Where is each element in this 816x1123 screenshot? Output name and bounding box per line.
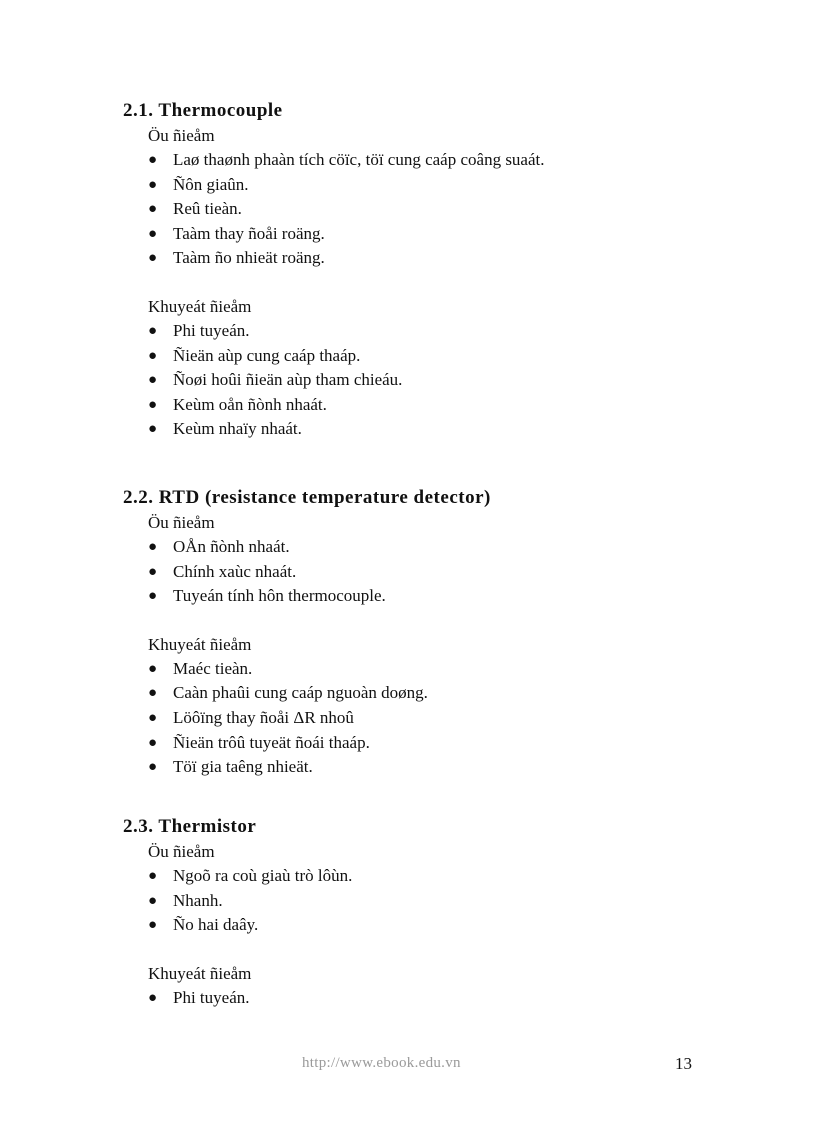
list-item (148, 417, 545, 442)
list-item (148, 560, 491, 585)
list-item-text: Ñôn giaûn. (173, 174, 249, 194)
list-item-text: Tuyeán tính hôn thermocouple. (173, 586, 386, 606)
list-item (148, 246, 545, 271)
bullet-icon: ● (148, 396, 158, 413)
list-item (148, 535, 491, 560)
list-item-text: Phi tuyeán. (173, 987, 250, 1007)
bullet-icon: ● (148, 372, 158, 389)
list-item-text: Ño hai daây. (173, 915, 259, 935)
bullet-icon: ● (148, 563, 158, 580)
list-item-text: Taàm thay ñoåi roäng. (173, 223, 325, 243)
bullet-icon: ● (148, 176, 158, 193)
bullet-icon: ● (148, 892, 158, 909)
cons-label: Khuyeát ñieåm (148, 634, 252, 654)
list-item (148, 368, 545, 393)
list-item-text: Ñieän trôû tuyeät ñoái thaáp. (173, 732, 370, 752)
list-item-text: OÅn ñònh nhaát. (173, 537, 290, 556)
list-item (148, 319, 545, 344)
list-item (148, 986, 352, 1011)
list-item-text: Keùm nhaïy nhaát. (173, 419, 302, 439)
list-item-text: Chính xaùc nhaát. (173, 561, 297, 581)
bullet-icon: ● (148, 917, 158, 934)
list-item (148, 889, 352, 914)
list-item (148, 706, 491, 731)
bullet-icon: ● (148, 868, 158, 884)
pros-label: Öu ñieåm (148, 126, 215, 145)
list-item (148, 731, 491, 756)
list-item-text: Keùm oån ñònh nhaát. (173, 394, 327, 414)
list-item-text: Ngoõ ra coù giaù trò lôùn. (173, 866, 353, 885)
list-item (148, 584, 491, 609)
section-heading: 2.1. Thermocouple (123, 100, 283, 121)
bullet-icon: ● (148, 250, 158, 267)
section-heading: 2.2. RTD (resistance temperature detector) (123, 487, 491, 508)
list-item-text: Taàm ño nhieät roäng. (173, 248, 325, 268)
list-item-text: Löôïng thay ñoåi ΔR nhoû (173, 707, 354, 727)
footer-url: http://www.ebook.edu.vn (302, 1055, 461, 1071)
page-number: 13 (675, 1054, 692, 1073)
list-item (148, 148, 545, 173)
list-item (148, 344, 545, 369)
list-item-text: Maéc tieàn. (173, 658, 253, 678)
cons-list (123, 986, 352, 1011)
bullet-icon: ● (148, 685, 158, 702)
bullet-icon: ● (148, 539, 158, 555)
bullet-icon: ● (148, 588, 158, 605)
bullet-icon: ● (148, 152, 158, 168)
list-item (148, 657, 491, 682)
pros-list (123, 148, 545, 271)
list-item (148, 913, 352, 938)
bullet-icon: ● (148, 709, 158, 726)
list-item-text: Nhanh. (173, 890, 223, 910)
section-thermocouple (123, 98, 545, 442)
bullet-icon: ● (148, 989, 158, 1006)
bullet-icon: ● (148, 225, 158, 242)
cons-list (123, 657, 491, 780)
list-item-text: Phi tuyeán. (173, 320, 250, 340)
bullet-icon: ● (148, 201, 158, 218)
bullet-icon: ● (148, 322, 158, 339)
pros-list (123, 864, 352, 938)
list-item-text: Ñieän aùp cung caáp thaáp. (173, 345, 361, 365)
section-rtd (123, 485, 491, 780)
list-item (148, 197, 545, 222)
list-item-text: Ñoøi hoûi ñieän aùp tham chieáu. (173, 370, 403, 390)
bullet-icon: ● (148, 660, 158, 677)
list-item (148, 681, 491, 706)
cons-label: Khuyeát ñieåm (148, 963, 252, 983)
section-thermistor (123, 814, 352, 1010)
pros-label: Öu ñieåm (148, 513, 215, 532)
list-item (148, 864, 352, 889)
list-item (148, 222, 545, 247)
section-heading: 2.3. Thermistor (123, 816, 257, 837)
pros-list (123, 535, 491, 609)
list-item-text: Laø thaønh phaàn tích cöïc, töï cung caáp coâng suaát. (173, 150, 545, 169)
list-item (148, 755, 491, 780)
bullet-icon: ● (148, 734, 158, 751)
bullet-icon: ● (148, 347, 158, 364)
pros-label: Öu ñieåm (148, 842, 215, 861)
list-item-text: Caàn phaûi cung caáp nguoàn doøng. (173, 683, 428, 703)
list-item (148, 393, 545, 418)
list-item-text: Töï gia taêng nhieät. (173, 757, 313, 777)
bullet-icon: ● (148, 421, 158, 438)
list-item-text: Reû tieàn. (173, 199, 242, 219)
bullet-icon: ● (148, 759, 158, 776)
cons-label: Khuyeát ñieåm (148, 296, 252, 316)
list-item (148, 173, 545, 198)
cons-list (123, 319, 545, 442)
